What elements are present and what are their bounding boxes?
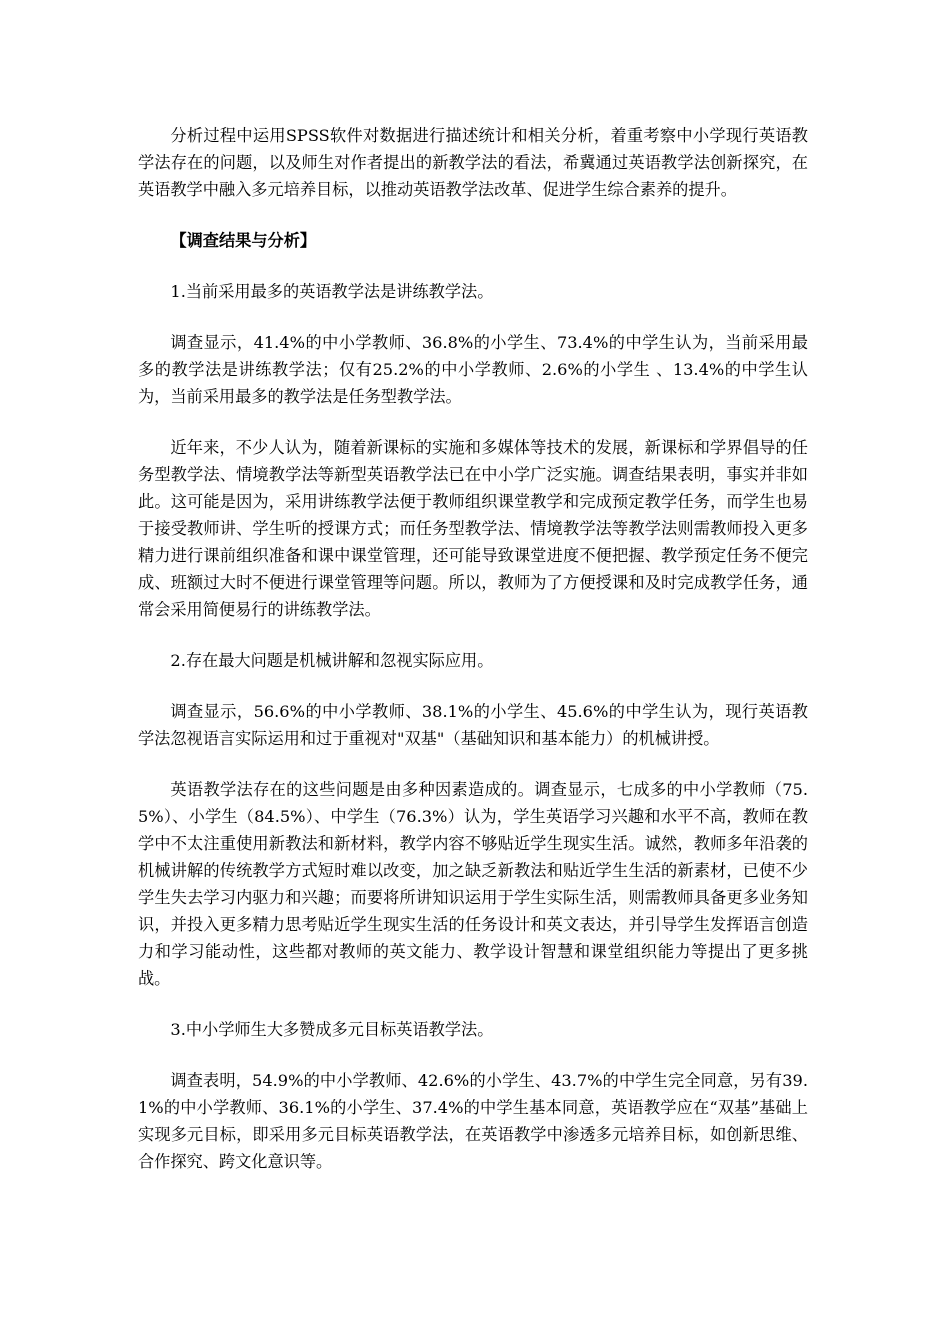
finding-2-paragraph-2: 英语教学法存在的这些问题是由多种因素造成的。调查显示，七成多的中小学教师（75.5%）、小学生（84.5%）、中学生（76.3%）认为，学生英语学习兴趣和水平不高，教师在教学中不太注重使用新教法和新材料，教学内容不够贴近学生现实生活。诚然，教师多年沿袭的机械讲解的传统教学方式短时难以改变，加之缺乏新教法和贴近学生生活的新素材，已使不少学生失去学习内驱力和兴趣；而要将所讲知识运用于学生实际生活，则需教师具备更多业务知识，并投入更多精力思考贴近学生现实生活的任务设计和英文表达，并引导学生发挥语言创造力和学习能动性，这些都对教师的英文能力、教学设计智慧和课堂组织能力等提出了更多挑战。 [138, 780, 808, 988]
intro-paragraph: 分析过程中运用SPSS软件对数据进行描述统计和相关分析，着重考察中小学现行英语教学法存在的问题，以及师生对作者提出的新教学法的看法，希冀通过英语教学法创新探究，在英语教学中融入多元培养目标，以推动英语教学法改革、促进学生综合素养的提升。 [138, 126, 808, 199]
finding-2-paragraph-1: 调查显示，56.6%的中小学教师、38.1%的小学生、45.6%的中学生认为，现行英语教学法忽视语言实际运用和过于重视对"双基"（基础知识和基本能力）的机械讲授。 [138, 702, 808, 748]
finding-3-title: 3.中小学师生大多赞成多元目标英语教学法。 [170, 1020, 494, 1039]
finding-1-paragraph-2: 近年来，不少人认为，随着新课标的实施和多媒体等技术的发展，新课标和学界倡导的任务型教学法、情境教学法等新型英语教学法已在中小学广泛实施。调查结果表明，事实并非如此。这可能是因为，采用讲练教学法便于教师组织课堂教学和完成预定教学任务，而学生也易于接受教师讲、学生听的授课方式；而任务型教学法、情境教学法等教学法则需教师投入更多精力进行课前组织准备和课中课堂管理，还可能导致课堂进度不便把握、教学预定任务不便完成、班额过大时不便进行课堂管理等问题。所以，教师为了方便授课和及时完成教学任务，通常会采用简便易行的讲练教学法。 [138, 438, 808, 619]
document-body [138, 122, 808, 1199]
section-heading: 【调查结果与分析】 [170, 231, 317, 250]
finding-2-title: 2.存在最大问题是机械讲解和忽视实际应用。 [170, 651, 494, 670]
finding-3-paragraph-1: 调查表明，54.9%的中小学教师、42.6%的小学生、43.7%的中学生完全同意，另有39.1%的中小学教师、36.1%的小学生、37.4%的中学生基本同意，英语教学应在“双基”基础上实现多元目标，即采用多元目标英语教学法，在英语教学中渗透多元培养目标，如创新思维、合作探究、跨文化意识等。 [138, 1071, 808, 1171]
finding-1-title: 1.当前采用最多的英语教学法是讲练教学法。 [170, 282, 494, 301]
finding-1-paragraph-1: 调查显示，41.4%的中小学教师、36.8%的小学生、73.4%的中学生认为，当前采用最多的教学法是讲练教学法；仅有25.2%的中小学教师、2.6%的小学生 、13.4%的中学生认为，当前采用最多的教学法是任务型教学法。 [138, 333, 808, 406]
